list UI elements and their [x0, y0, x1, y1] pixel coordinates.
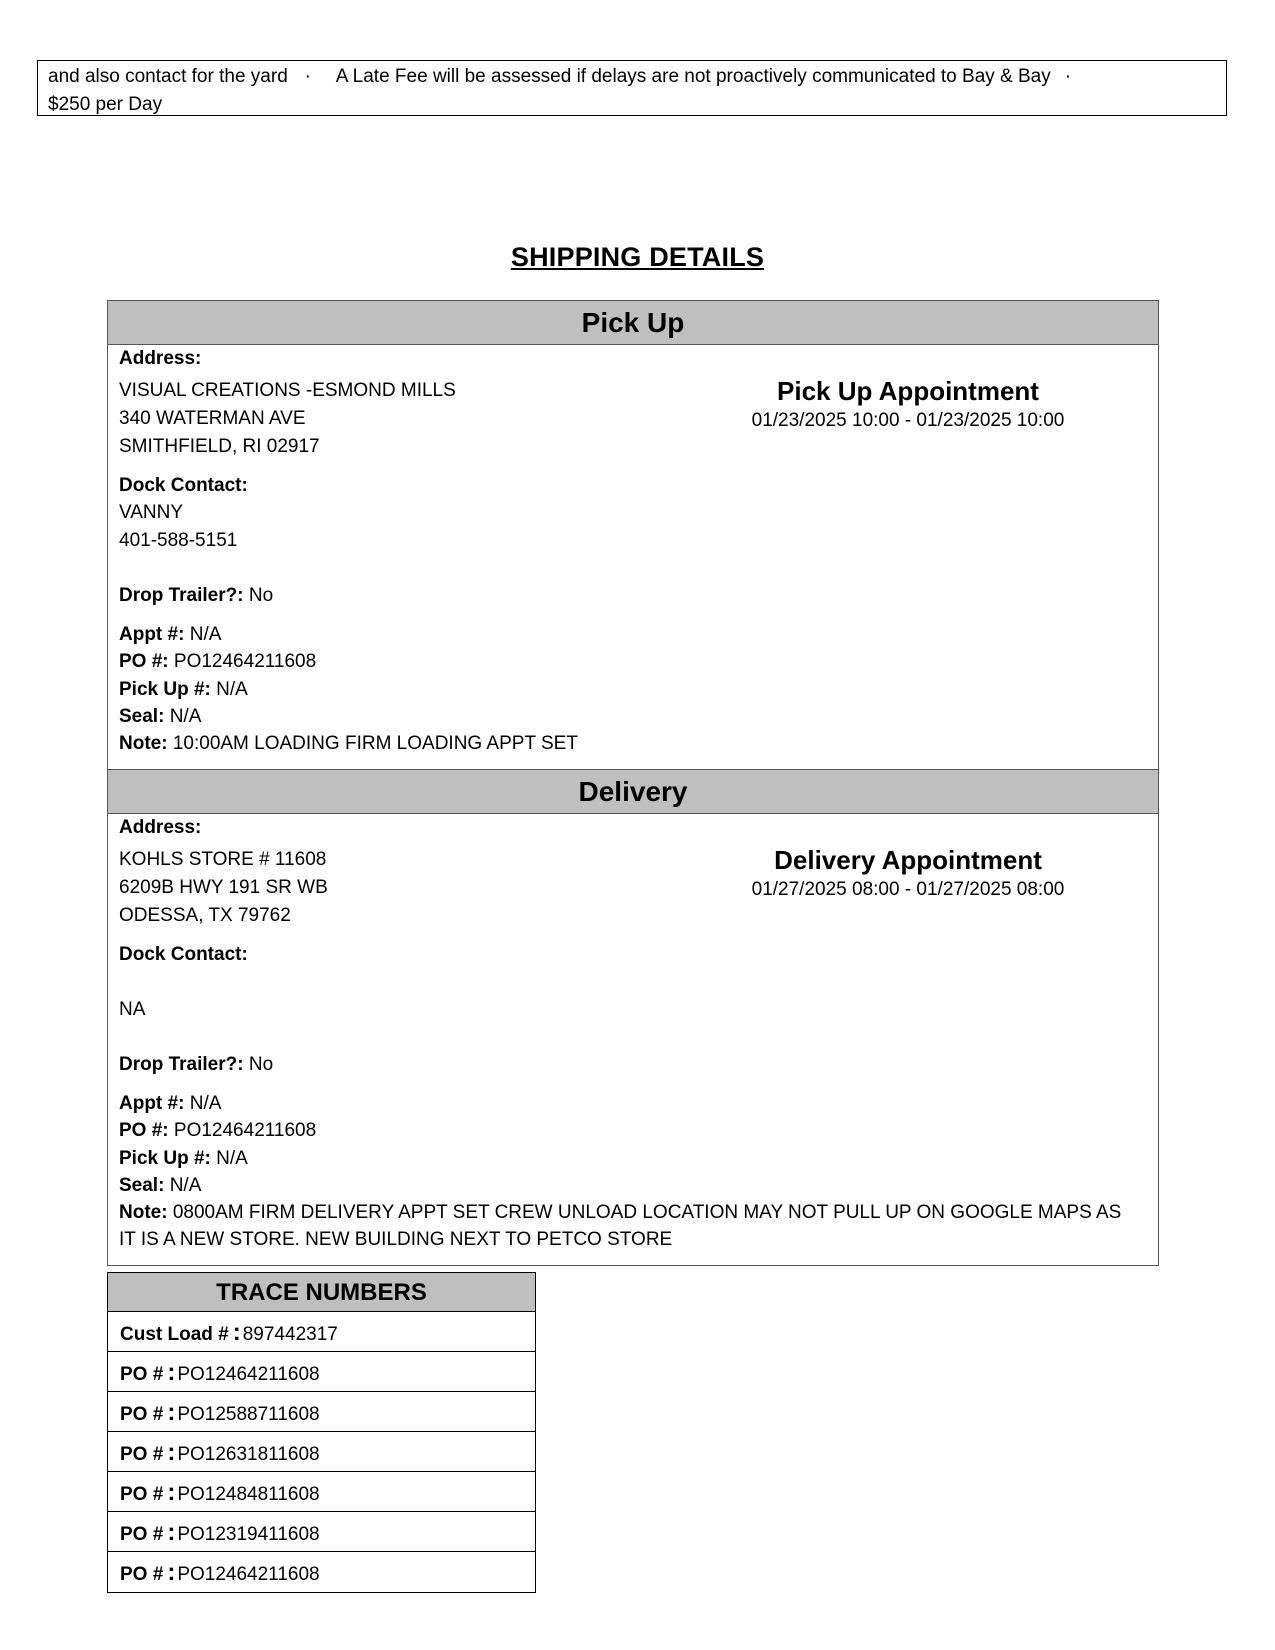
- delivery-seal-value: N/A: [164, 1175, 202, 1196]
- delivery-pickup-number: [119, 1145, 248, 1173]
- pickup-seal-value: N/A: [164, 706, 202, 727]
- pickup-note-value: 10:00AM LOADING FIRM LOADING APPT SET: [167, 733, 578, 754]
- pickup-appointment: [728, 375, 1088, 435]
- trace-row-po: [108, 1552, 535, 1592]
- pickup-dock-contact-phone: 401-588-5151: [119, 530, 238, 551]
- pickup-dock-contact-name: VANNY: [119, 502, 184, 523]
- delivery-appt-label: Appt #:: [119, 1093, 185, 1114]
- trace-value: PO12319411608: [177, 1524, 320, 1545]
- delivery-address-line-2: 6209B HWY 191 SR WB: [119, 877, 328, 898]
- delivery-section: [108, 814, 1158, 1265]
- pickup-section: [108, 345, 1158, 769]
- pickup-address-label: Address:: [119, 348, 202, 369]
- notice-text-1: and also contact for the yard: [48, 66, 288, 87]
- delivery-pickup-number-label: Pick Up #:: [119, 1148, 211, 1169]
- delivery-note: [119, 1199, 1121, 1227]
- pickup-appointment-title: Pick Up Appointment: [777, 376, 1039, 406]
- trace-colon: :: [167, 1439, 176, 1466]
- trace-row-po: [108, 1432, 535, 1472]
- pickup-appointment-time: 01/23/2025 10:00 - 01/23/2025 10:00: [751, 410, 1065, 431]
- delivery-note-line-2: IT IS A NEW STORE. NEW BUILDING NEXT TO PETCO STORE: [119, 1229, 673, 1250]
- trace-value: PO12464211608: [177, 1364, 320, 1385]
- delivery-address-line-1: KOHLS STORE # 11608: [119, 849, 327, 870]
- bullet-separator-2: ·: [1064, 66, 1072, 87]
- pickup-drop-trailer-label: Drop Trailer?:: [119, 585, 244, 606]
- bullet-separator: ·: [304, 66, 311, 87]
- pickup-po-number: [119, 648, 316, 676]
- late-fee-notice: [37, 60, 1227, 116]
- delivery-dock-contact-label: Dock Contact:: [119, 944, 248, 965]
- delivery-drop-trailer-label: Drop Trailer?:: [119, 1054, 244, 1075]
- trace-value: PO12484811608: [177, 1484, 320, 1505]
- pickup-appt-label: Appt #:: [119, 624, 185, 645]
- pickup-seal: [119, 703, 201, 731]
- trace-row-po: [108, 1392, 535, 1432]
- trace-colon: :: [167, 1399, 176, 1426]
- trace-colon: :: [167, 1479, 176, 1506]
- delivery-appt-number: [119, 1090, 221, 1118]
- delivery-drop-trailer-value: No: [243, 1054, 274, 1075]
- pickup-address-line-1: VISUAL CREATIONS -ESMOND MILLS: [119, 380, 456, 401]
- pickup-po-value: PO12464211608: [168, 651, 317, 672]
- trace-numbers-header: TRACE NUMBERS: [108, 1273, 535, 1312]
- trace-row-po: [108, 1352, 535, 1392]
- pickup-note-label: Note:: [119, 733, 168, 754]
- page-title: SHIPPING DETAILS: [510, 242, 765, 272]
- trace-value: 897442317: [242, 1324, 338, 1345]
- delivery-po-label: PO #:: [119, 1120, 169, 1141]
- trace-value: PO12464211608: [177, 1564, 320, 1585]
- delivery-seal: [119, 1172, 201, 1200]
- delivery-address-line-3: ODESSA, TX 79762: [119, 905, 291, 926]
- delivery-pickup-number-value: N/A: [210, 1148, 248, 1169]
- trace-label: PO #: [120, 1564, 164, 1585]
- trace-colon: :: [167, 1359, 176, 1386]
- pickup-address-line-3: SMITHFIELD, RI 02917: [119, 436, 320, 457]
- pickup-drop-trailer: [119, 582, 273, 610]
- trace-value: PO12588711608: [177, 1404, 320, 1425]
- trace-label: PO #: [120, 1444, 164, 1465]
- trace-colon: :: [232, 1319, 241, 1346]
- delivery-drop-trailer: [119, 1051, 273, 1079]
- pickup-seal-label: Seal:: [119, 706, 165, 727]
- delivery-po-value: PO12464211608: [168, 1120, 317, 1141]
- trace-label: PO #: [120, 1364, 164, 1385]
- delivery-appointment-title: Delivery Appointment: [774, 845, 1042, 875]
- trace-row-po: [108, 1512, 535, 1552]
- trace-colon: :: [167, 1519, 176, 1546]
- trace-numbers-table: [107, 1272, 536, 1593]
- pickup-pickup-number-value: N/A: [210, 679, 248, 700]
- notice-text-2: A Late Fee will be assessed if delays are not proactively communicated to Bay & Bay: [335, 66, 1051, 87]
- delivery-seal-label: Seal:: [119, 1175, 165, 1196]
- delivery-note-label: Note:: [119, 1202, 168, 1223]
- pickup-drop-trailer-value: No: [243, 585, 274, 606]
- delivery-appointment: [728, 844, 1088, 904]
- shipping-details-table: [107, 300, 1159, 1266]
- delivery-address-label: Address:: [119, 817, 202, 838]
- pickup-pickup-number: [119, 676, 248, 704]
- pickup-appt-value: N/A: [184, 624, 222, 645]
- pickup-header: Pick Up: [108, 301, 1158, 345]
- pickup-po-label: PO #:: [119, 651, 169, 672]
- pickup-note: [119, 730, 578, 758]
- notice-text-3: $250 per Day: [48, 94, 163, 115]
- pickup-dock-contact-label: Dock Contact:: [119, 475, 248, 496]
- trace-value: PO12631811608: [177, 1444, 320, 1465]
- pickup-pickup-number-label: Pick Up #:: [119, 679, 211, 700]
- delivery-note-value: 0800AM FIRM DELIVERY APPT SET CREW UNLOAD LOCATION MAY NOT PULL UP ON GOOGLE MAPS AS: [167, 1202, 1122, 1223]
- trace-label: PO #: [120, 1524, 164, 1545]
- trace-label: Cust Load #: [120, 1324, 229, 1345]
- trace-row-po: [108, 1472, 535, 1512]
- delivery-dock-contact-name: NA: [119, 999, 146, 1020]
- trace-label: PO #: [120, 1404, 164, 1425]
- trace-label: PO #: [120, 1484, 164, 1505]
- pickup-appt-number: [119, 621, 221, 649]
- delivery-appt-value: N/A: [184, 1093, 222, 1114]
- delivery-po-number: [119, 1117, 316, 1145]
- trace-row-cust-load: [108, 1312, 535, 1352]
- pickup-address-line-2: 340 WATERMAN AVE: [119, 408, 306, 429]
- trace-colon: :: [167, 1559, 176, 1586]
- delivery-header: Delivery: [108, 769, 1158, 814]
- delivery-appointment-time: 01/27/2025 08:00 - 01/27/2025 08:00: [751, 879, 1065, 900]
